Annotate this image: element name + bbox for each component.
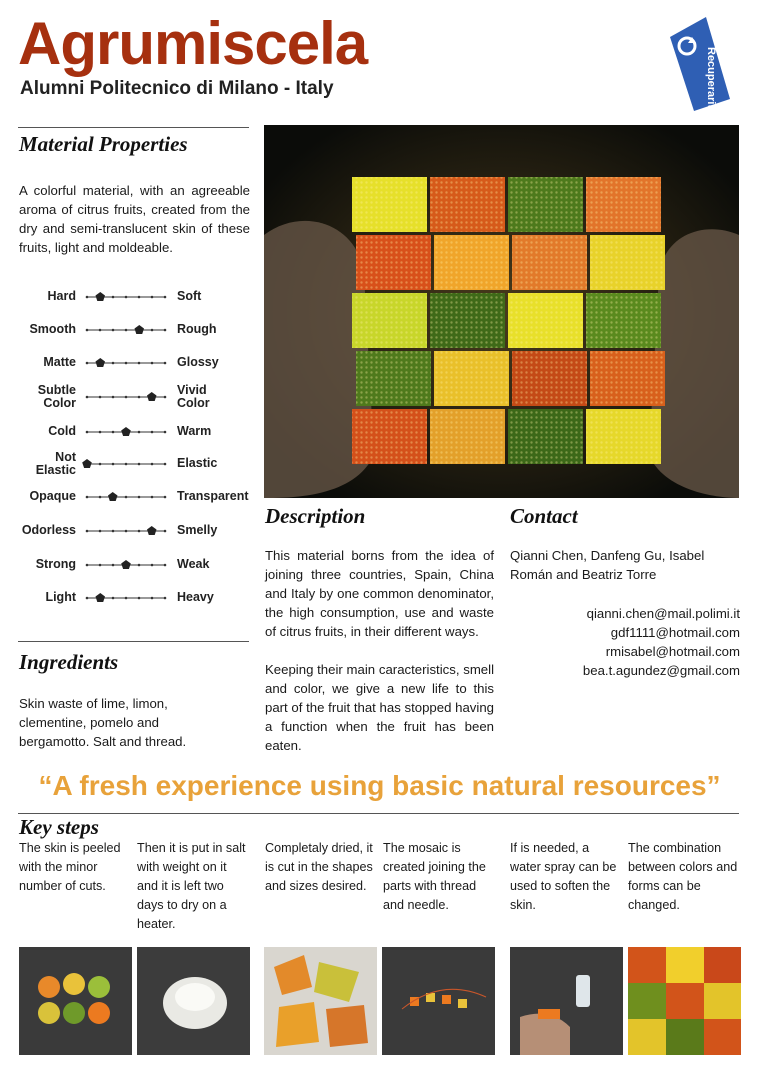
- step-photo-peeled-skins: [19, 947, 132, 1055]
- mosaic-texture: [430, 409, 505, 464]
- email-link[interactable]: bea.t.agundez@gmail.com: [582, 663, 740, 678]
- scale-tick: [112, 362, 115, 365]
- step-photo-cut-pieces: [264, 947, 377, 1055]
- divider: [18, 813, 739, 814]
- scale-tick: [125, 496, 128, 499]
- step-photo-salt: [137, 947, 250, 1055]
- scale-line: [82, 524, 170, 538]
- description-paragraph-2: Keeping their main caracteristics, smell and color, we give a new life to this part of the fruit that has stopped having a function when the fruit has been eaten.: [265, 662, 494, 753]
- scale-marker: [135, 325, 145, 334]
- scale-right-label: Glossy: [177, 355, 219, 369]
- scale-line: [82, 356, 170, 370]
- scale-tick: [138, 431, 141, 434]
- scale-right-label: Smelly: [177, 523, 218, 537]
- scale-tick: [151, 329, 154, 332]
- step-photo-water-spray: [510, 947, 623, 1055]
- scale-tick: [164, 463, 167, 466]
- scale-tick: [164, 496, 167, 499]
- scale-line: [82, 425, 170, 439]
- mosaic-texture: [586, 409, 661, 464]
- scale-tick: [138, 396, 141, 399]
- scale-tick: [86, 362, 89, 365]
- scale-tick: [164, 362, 167, 365]
- scale-tick: [99, 496, 102, 499]
- scale-tick: [164, 296, 167, 299]
- contact-heading: Contact: [510, 504, 578, 528]
- scale-marker: [121, 560, 131, 569]
- scale-tick: [151, 597, 154, 600]
- scale-tick: [112, 564, 115, 567]
- scale-left-label: Subtle Color: [37, 383, 76, 410]
- mosaic-texture: [586, 293, 661, 348]
- mosaic-texture: [352, 293, 427, 348]
- mosaic-texture: [512, 351, 587, 406]
- scale-left-label: Strong: [35, 557, 76, 571]
- scale-tick: [164, 396, 167, 399]
- scale-tick: [86, 496, 89, 499]
- page-subtitle: Alumni Politecnico di Milano - Italy: [20, 78, 334, 99]
- step-text: If is needed, a water spray can be used to soften the skin.: [510, 841, 617, 912]
- scale-right-label: Vivid Color: [177, 383, 210, 410]
- key-steps-heading: Key steps: [19, 815, 99, 839]
- scale-left-label: Matte: [43, 355, 76, 369]
- mosaic-texture: [508, 177, 583, 232]
- step-text: The mosaic is created joining the parts with thread and needle.: [383, 841, 486, 912]
- scale-tick: [99, 564, 102, 567]
- scale-tick: [151, 296, 154, 299]
- scale-tick: [138, 296, 141, 299]
- scale-tick: [151, 431, 154, 434]
- contact-emails: [583, 604, 740, 680]
- mosaic-texture: [512, 235, 587, 290]
- ingredients-heading: Ingredients: [19, 650, 119, 674]
- scale-tick: [86, 530, 89, 533]
- scale-line: [82, 457, 170, 471]
- mosaic-texture: [590, 351, 665, 406]
- scale-marker: [96, 358, 106, 367]
- description-heading: Description: [265, 504, 366, 528]
- scale-tick: [138, 362, 141, 365]
- material-properties-text: A colorful material, with an agreeable aroma of citrus fruits, created from the dry and semi-translucent skin of these fruits, light and moldeable.: [19, 183, 250, 255]
- scale-tick: [151, 496, 154, 499]
- ingredients-text: Skin waste of lime, limon, clementine, pomelo and bergamotto. Salt and thread.: [19, 696, 187, 749]
- mosaic-texture: [430, 293, 505, 348]
- scale-line: [82, 323, 170, 337]
- scale-tick: [125, 296, 128, 299]
- scale-right-label: Rough: [177, 322, 217, 336]
- divider: [18, 641, 249, 642]
- scale-tick: [138, 597, 141, 600]
- scale-tick: [125, 329, 128, 332]
- scale-left-label: Opaque: [29, 489, 76, 503]
- scale-marker: [108, 492, 118, 501]
- scale-marker: [96, 593, 106, 602]
- recuperarit-logo: [668, 17, 730, 111]
- scale-tick: [164, 564, 167, 567]
- scale-tick: [99, 431, 102, 434]
- step-text: Then it is put in salt with weight on it and it is left two days to dry on a heater.: [137, 841, 246, 931]
- scale-tick: [125, 463, 128, 466]
- mosaic-texture: [356, 351, 431, 406]
- scale-marker: [96, 292, 106, 301]
- mosaic-texture: [590, 235, 665, 290]
- mosaic-texture: [352, 409, 427, 464]
- scale-left-label: Odorless: [21, 523, 76, 537]
- scale-right-label: Heavy: [177, 590, 214, 604]
- scale-tick: [138, 463, 141, 466]
- scale-tick: [99, 530, 102, 533]
- scale-tick: [138, 564, 141, 567]
- step-photo-mosaic: [628, 947, 741, 1055]
- divider: [18, 127, 249, 128]
- email-link[interactable]: rmisabel@hotmail.com: [605, 644, 740, 659]
- scale-left-label: Cold: [48, 424, 76, 438]
- scale-tick: [151, 463, 154, 466]
- scale-tick: [138, 530, 141, 533]
- material-photo: [264, 125, 739, 498]
- scale-right-label: Transparent: [177, 489, 249, 503]
- description-paragraph-1: This material borns from the idea of joining three countries, Spain, China and Italy by one common denominator, the high consumption, use and waste of citrus fruits, in their different ways.: [265, 548, 494, 639]
- scale-tick: [86, 431, 89, 434]
- scale-tick: [86, 564, 89, 567]
- mosaic-texture: [434, 351, 509, 406]
- scale-tick: [112, 396, 115, 399]
- tagline-quote: “A fresh experience using basic natural resources”: [38, 770, 721, 801]
- scale-left-label: Not Elastic: [35, 450, 76, 477]
- scale-right-label: Weak: [177, 557, 210, 571]
- step-text: The combination between colors and forms can be changed.: [628, 841, 738, 912]
- scale-tick: [151, 362, 154, 365]
- email-link[interactable]: gdf1111@hotmail.com: [610, 625, 740, 640]
- mosaic-texture: [434, 235, 509, 290]
- mosaic-texture: [586, 177, 661, 232]
- scale-left-label: Light: [45, 590, 76, 604]
- scale-tick: [125, 362, 128, 365]
- scale-tick: [164, 597, 167, 600]
- step-photo-sewing: [382, 947, 495, 1055]
- scale-tick: [86, 396, 89, 399]
- mosaic-texture: [508, 409, 583, 464]
- mosaic-texture: [356, 235, 431, 290]
- scale-marker: [82, 459, 92, 468]
- logo-text: Recuperarit: [705, 47, 717, 109]
- step-text: Completaly dried, it is cut in the shapes and sizes desired.: [265, 841, 373, 893]
- scale-tick: [138, 496, 141, 499]
- scale-tick: [112, 431, 115, 434]
- scale-tick: [112, 296, 115, 299]
- scale-tick: [99, 396, 102, 399]
- scale-marker: [147, 526, 157, 535]
- scale-left-label: Hard: [47, 289, 76, 303]
- scale-marker: [121, 427, 131, 436]
- scale-right-label: Soft: [177, 289, 202, 303]
- mosaic-texture: [430, 177, 505, 232]
- scale-tick: [112, 463, 115, 466]
- scale-tick: [99, 329, 102, 332]
- scale-tick: [112, 329, 115, 332]
- scale-tick: [99, 463, 102, 466]
- scale-tick: [86, 296, 89, 299]
- scale-tick: [151, 564, 154, 567]
- scale-marker: [147, 392, 157, 401]
- scale-tick: [125, 530, 128, 533]
- scale-line: [82, 390, 170, 404]
- scale-left-label: Smooth: [29, 322, 76, 336]
- scale-line: [82, 591, 170, 605]
- material-properties-heading: Material Properties: [19, 132, 188, 156]
- scale-tick: [164, 530, 167, 533]
- scale-right-label: Warm: [177, 424, 212, 438]
- scale-tick: [164, 329, 167, 332]
- scale-tick: [112, 530, 115, 533]
- scale-line: [82, 490, 170, 504]
- scale-tick: [164, 431, 167, 434]
- scale-line: [82, 290, 170, 304]
- scale-tick: [112, 597, 115, 600]
- email-link[interactable]: qianni.chen@mail.polimi.it: [586, 606, 740, 621]
- scale-right-label: Elastic: [177, 456, 218, 470]
- page-title: Agrumiscela: [18, 10, 368, 77]
- scale-tick: [125, 597, 128, 600]
- mosaic-texture: [352, 177, 427, 232]
- scale-tick: [86, 329, 89, 332]
- step-text: The skin is peeled with the minor number of cuts.: [19, 841, 121, 893]
- mosaic-texture: [508, 293, 583, 348]
- contact-names: Qianni Chen, Danfeng Gu, Isabel Román and Beatriz Torre: [510, 548, 705, 582]
- scale-tick: [125, 396, 128, 399]
- scale-line: [82, 558, 170, 572]
- scale-tick: [86, 597, 89, 600]
